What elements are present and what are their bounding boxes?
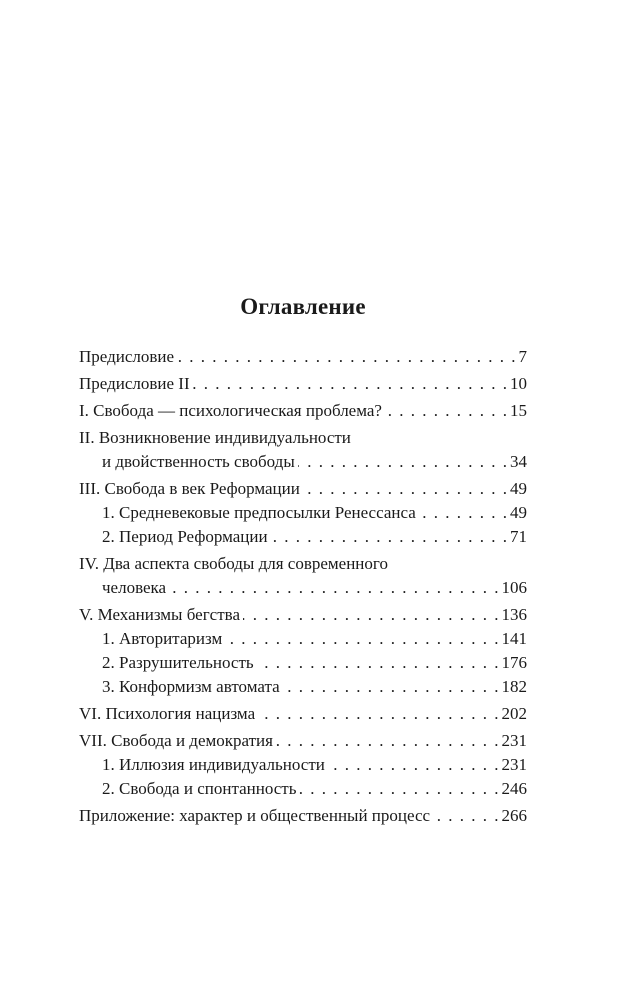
dot-leader — [283, 675, 499, 699]
toc-page-number: 71 — [510, 527, 527, 546]
dot-leader — [225, 627, 498, 651]
toc-entry — [79, 804, 527, 828]
toc-line — [79, 804, 527, 828]
toc-entry — [79, 501, 527, 525]
toc-entry-label: 1. Авторитаризм — [102, 629, 223, 648]
toc-entry-label: 1. Средневековые предпосылки Ренессанса — [102, 503, 416, 522]
dot-leader — [299, 777, 498, 801]
dot-leader — [385, 399, 507, 423]
toc-entry-label: I. Свобода — психологическая проблема? — [79, 401, 382, 420]
toc-line — [79, 345, 527, 369]
dot-leader — [419, 501, 507, 525]
toc-line — [79, 651, 527, 675]
toc-line — [79, 525, 527, 549]
toc-entry — [79, 675, 527, 699]
toc-line — [79, 372, 527, 396]
dot-leader — [328, 753, 499, 777]
toc-entry — [79, 525, 527, 549]
toc-entry-label: Приложение: характер и общественный процесс — [79, 806, 431, 825]
toc-page-number: 49 — [510, 503, 527, 522]
toc-entry — [79, 777, 527, 801]
toc-line — [79, 576, 527, 600]
toc-line — [79, 477, 527, 501]
dot-leader — [169, 576, 498, 600]
dot-leader — [298, 450, 507, 474]
toc-entry-label: 2. Период Реформации — [102, 527, 268, 546]
toc-line — [79, 501, 527, 525]
dot-leader — [258, 702, 498, 726]
toc-entry-label: VI. Психология нацизма — [79, 704, 256, 723]
toc-entry — [79, 372, 527, 396]
toc-page-number: 141 — [501, 629, 527, 648]
toc-line — [79, 777, 527, 801]
toc-entry-label: 2. Разрушительность — [102, 653, 254, 672]
dot-leader — [433, 804, 498, 828]
toc-line — [79, 675, 527, 699]
toc-entry-label: II. Возникновение индивидуальности — [79, 428, 351, 447]
toc-entry — [79, 345, 527, 369]
toc-page-number: 7 — [518, 347, 527, 366]
toc-line — [79, 753, 527, 777]
toc-entry — [79, 702, 527, 726]
toc-entry-label: III. Свобода в век Реформации — [79, 479, 300, 498]
toc-entry-label: 2. Свобода и спонтанность — [102, 779, 297, 798]
toc-entry — [79, 651, 527, 675]
toc-entry — [79, 552, 527, 600]
toc-title: Оглавление — [240, 294, 366, 319]
toc-entry-label: Предисловие II — [79, 374, 190, 393]
toc-entry — [79, 753, 527, 777]
toc-entry — [79, 477, 527, 501]
toc-page-number: 136 — [501, 605, 527, 624]
toc-page-number: 34 — [510, 452, 527, 471]
dot-leader — [177, 345, 515, 369]
table-of-contents — [79, 345, 527, 828]
toc-page-number: 231 — [501, 731, 527, 750]
toc-line — [79, 603, 527, 627]
toc-page-number: 266 — [501, 806, 527, 825]
toc-entry-label: V. Механизмы бегства — [79, 605, 240, 624]
toc-entry-label: 1. Иллюзия индивидуальности — [102, 755, 325, 774]
toc-line — [79, 552, 527, 576]
toc-entry-label: VII. Свобода и демократия — [79, 731, 273, 750]
toc-entry — [79, 603, 527, 627]
toc-line — [79, 702, 527, 726]
toc-page-number: 15 — [510, 401, 527, 420]
toc-page-number: 202 — [501, 704, 527, 723]
toc-line — [79, 399, 527, 423]
toc-page-number: 176 — [501, 653, 527, 672]
toc-line — [79, 450, 527, 474]
toc-entry-label: и двойственность свободы — [102, 452, 295, 471]
toc-entry-label: человека — [102, 578, 167, 597]
toc-page-number: 10 — [510, 374, 527, 393]
dot-leader — [243, 603, 499, 627]
toc-entry — [79, 399, 527, 423]
toc-page-number: 49 — [510, 479, 527, 498]
toc-page-number: 246 — [501, 779, 527, 798]
dot-leader — [193, 372, 507, 396]
toc-entry-label: Предисловие — [79, 347, 175, 366]
toc-page-number: 182 — [501, 677, 527, 696]
toc-page-number: 231 — [501, 755, 527, 774]
toc-line — [79, 729, 527, 753]
toc-page-number: 106 — [501, 578, 527, 597]
toc-line — [79, 627, 527, 651]
toc-entry — [79, 627, 527, 651]
toc-entry — [79, 426, 527, 474]
dot-leader — [303, 477, 507, 501]
toc-entry-label: 3. Конформизм автомата — [102, 677, 280, 696]
dot-leader — [271, 525, 507, 549]
dot-leader — [276, 729, 499, 753]
toc-entry-label: IV. Два аспекта свободы для современного — [79, 554, 388, 573]
dot-leader — [257, 651, 499, 675]
toc-entry — [79, 729, 527, 753]
toc-line — [79, 426, 527, 450]
